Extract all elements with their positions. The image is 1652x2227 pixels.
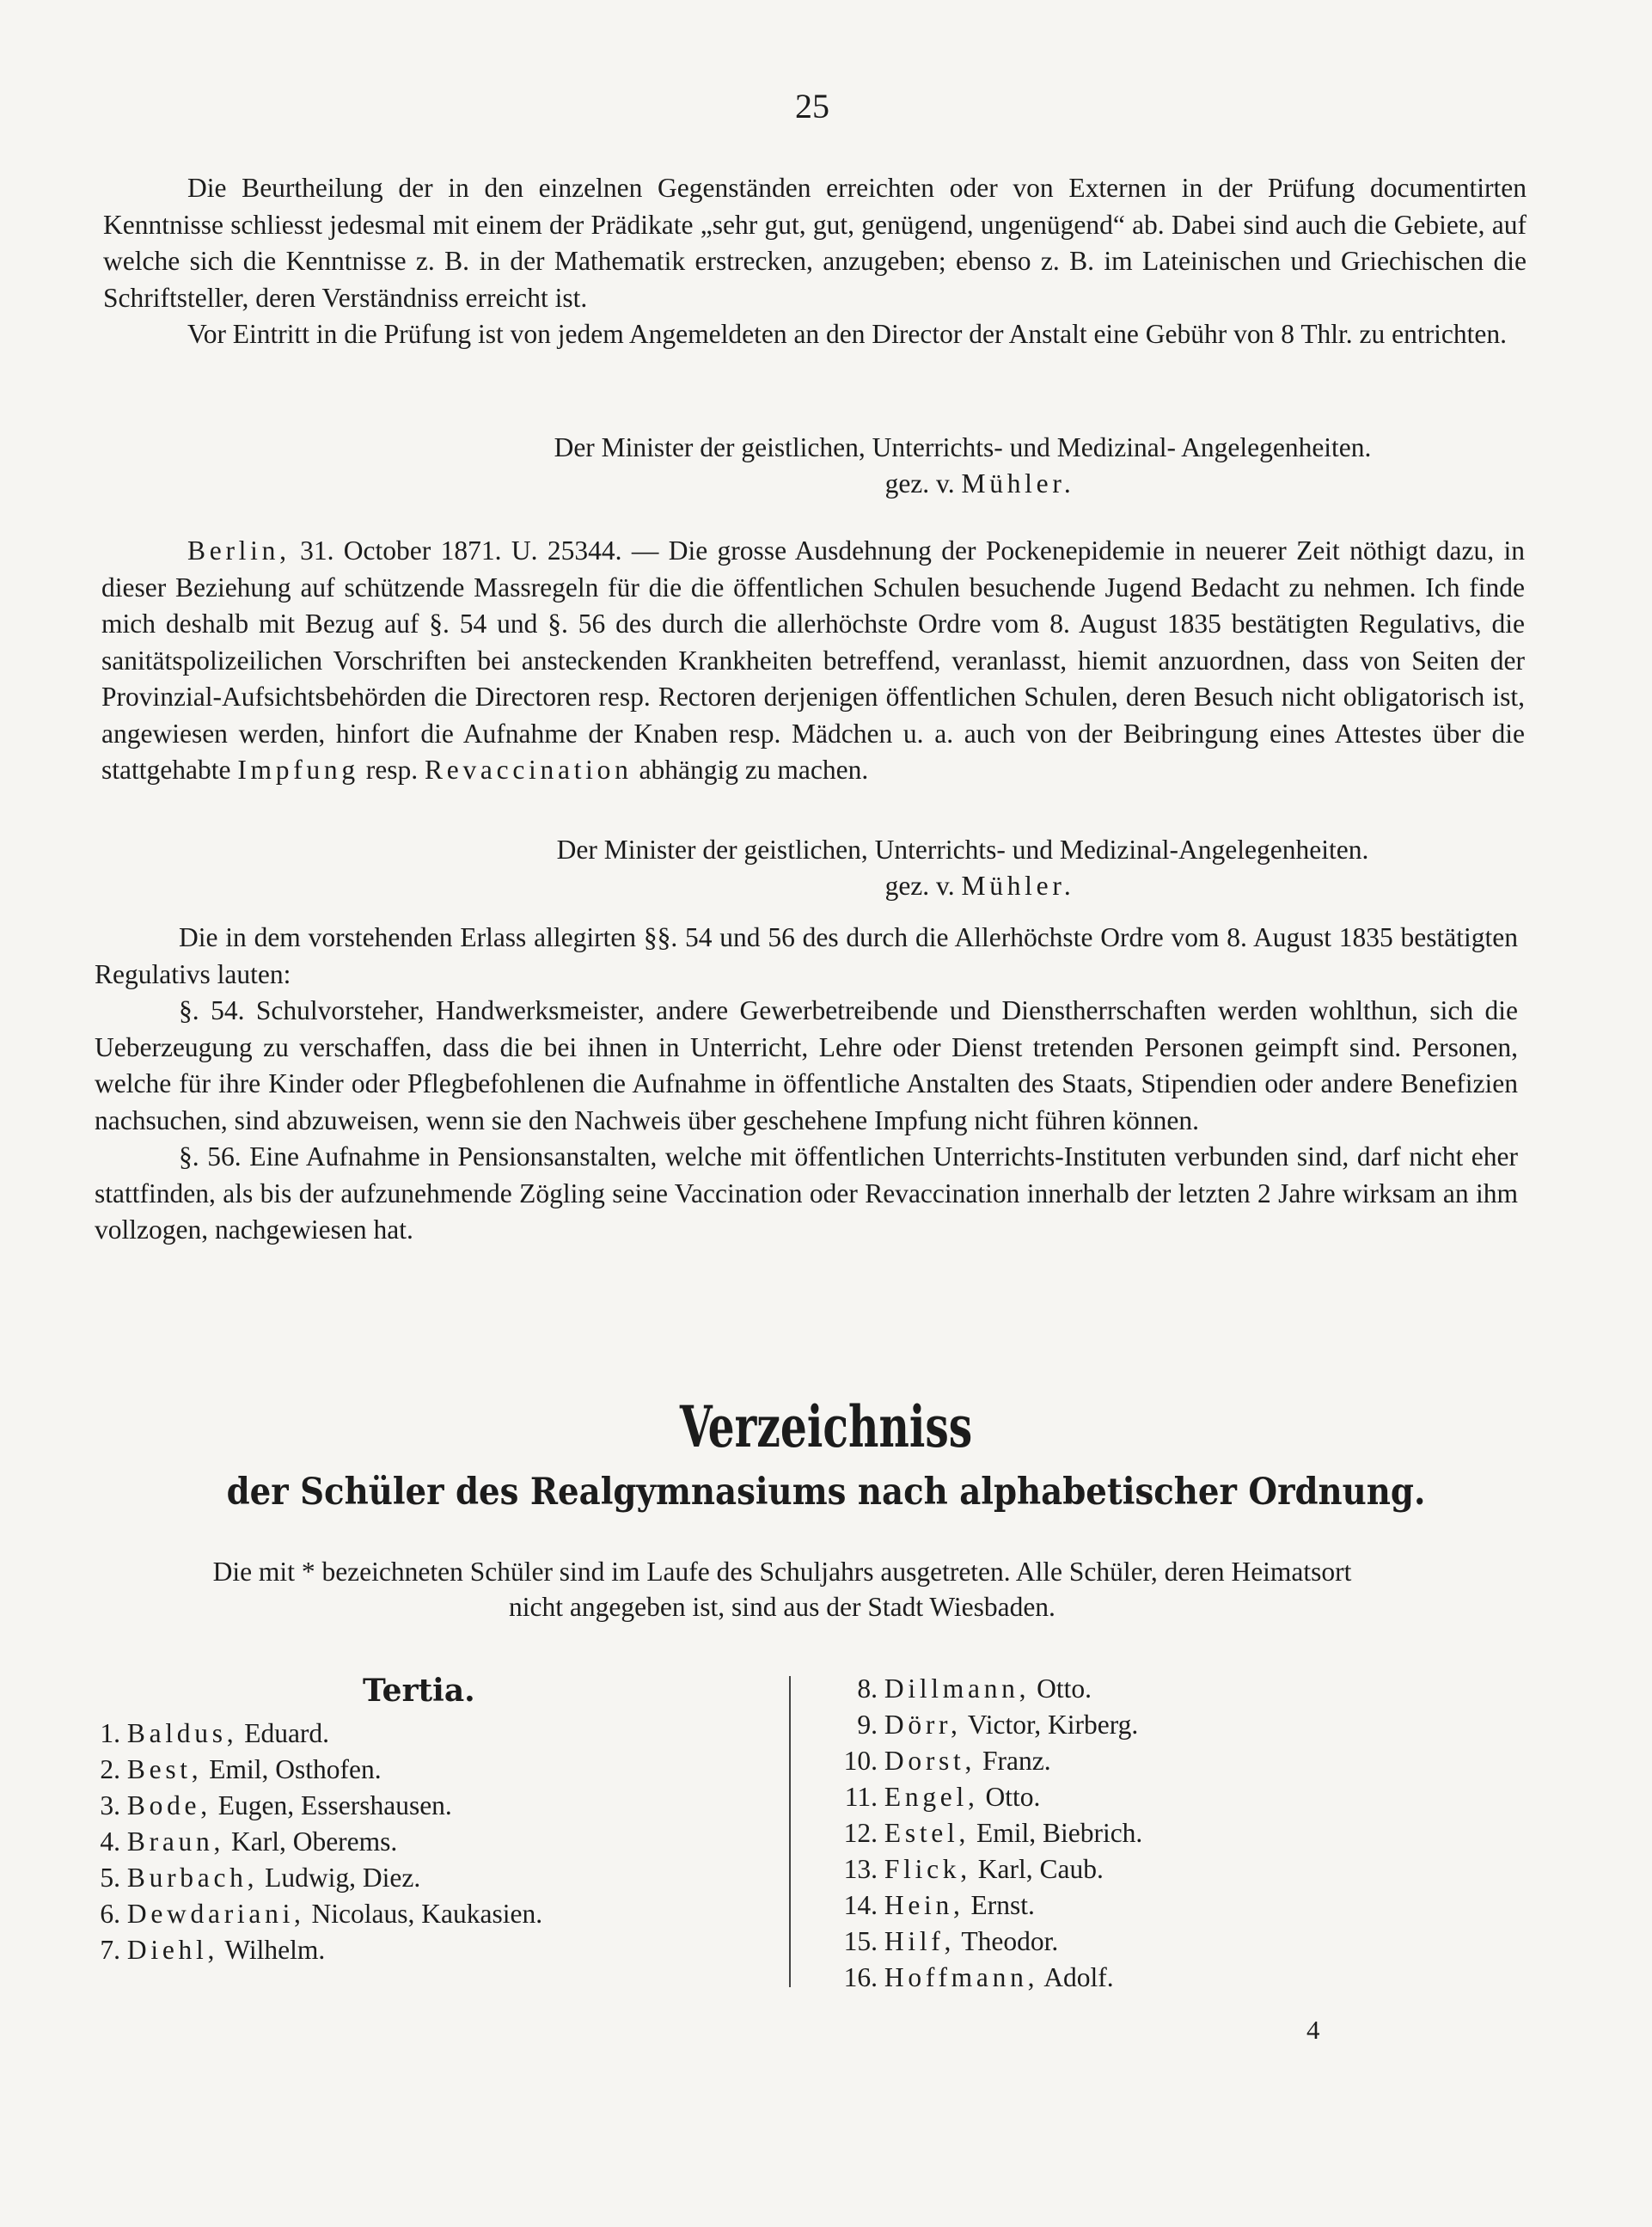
- decree-paragraph: [101, 533, 1525, 789]
- list-item: 1. Baldus, Eduard.: [100, 1718, 330, 1748]
- page-number: 25: [795, 87, 829, 125]
- regulations-section: [95, 920, 1518, 1249]
- list-item: 14. Hein, Ernst.: [843, 1890, 1035, 1920]
- list-item: 12. Estel, Emil, Biebrich.: [843, 1818, 1143, 1848]
- paragraph: Die Beurtheilung der in den einzelnen Gegenständen erreichten oder von Externen in der Prüfung documentirten Kenntnisse schliesst jedesmal mit einem der Prädikate „sehr gut, gut, genügend, ungenügend“ ab. Dabei sind auch die Gebiete, auf welche sich die Kenntnisse z. B. in der Mathematik erstrecken, anzugeben; ebenso z. B. im Lateinischen und Griechischen die Schriftsteller, deren Verständniss erreicht ist.: [103, 173, 1527, 313]
- list-item: 6. Dewdariani, Nicolaus, Kaukasien.: [100, 1899, 543, 1929]
- paragraph: Vor Eintritt in die Prüfung ist von jedem Angemeldeten an den Director der Anstalt eine Gebühr von 8 Thlr. zu entrichten.: [187, 319, 1507, 349]
- term-revaccination: Revaccination: [425, 755, 633, 785]
- section-56: §. 56. Eine Aufnahme in Pensionsanstalten, welche mit öffentlichen Unterrichts-Instituten verbunden sind, darf nicht eher stattfinden, als bis der aufzunehmende Zögling seine Vaccination oder Revaccination innerhalb der letzten 2 Jahre wirksam an ihm vollzogen, nachgewiesen hat.: [95, 1141, 1518, 1245]
- list-item: 10. Dorst, Franz.: [843, 1746, 1051, 1776]
- list-item: 16. Hoffmann, Adolf.: [843, 1962, 1114, 1992]
- listing-subtitle: der Schüler des Realgymnasiums nach alphabetischer Ordnung.: [226, 1471, 1426, 1514]
- term-impfung: Impfung: [237, 755, 359, 785]
- note-line: nicht angegeben ist, sind aus der Stadt Wiesbaden.: [509, 1592, 1055, 1622]
- list-item: 2. Best, Emil, Osthofen.: [100, 1754, 382, 1784]
- list-item: 7. Diehl, Wilhelm.: [100, 1935, 326, 1965]
- list-item: 9. Dörr, Victor, Kirberg.: [857, 1710, 1139, 1740]
- signature-mark: 4: [1306, 2015, 1320, 2045]
- list-item: 15. Hilf, Theodor.: [843, 1926, 1059, 1956]
- exam-rules-section: [103, 170, 1527, 353]
- signature-prefix: gez. v.: [884, 468, 955, 499]
- list-item: 5. Burbach, Ludwig, Diez.: [100, 1863, 421, 1893]
- signature-title: Der Minister der geistlichen, Unterrichts- und Medizinal- Angelegenheiten.: [554, 432, 1372, 462]
- list-item: 11. Engel, Otto.: [844, 1782, 1041, 1812]
- decree-middle: resp.: [365, 755, 419, 785]
- column-divider: [789, 1676, 791, 1987]
- regulations-intro: Die in dem vorstehenden Erlass allegirten §§. 54 und 56 des durch die Allerhöchste Ordre vom 8. August 1835 bestätigten Regulativs lauten:: [95, 922, 1518, 989]
- decree-place: Berlin,: [187, 535, 291, 566]
- signature-name-line: [395, 466, 1564, 502]
- list-item: 4. Braun, Karl, Oberems.: [100, 1826, 398, 1857]
- listing-title: Verzeichniss: [679, 1393, 973, 1460]
- student-list-right: [838, 1671, 1142, 1996]
- signature-name-line: [395, 868, 1564, 904]
- decree-tail: abhängig zu machen.: [639, 755, 869, 785]
- signature-title: Der Minister der geistlichen, Unterrichts- und Medizinal-Angelegenheiten.: [556, 835, 1369, 865]
- listing-note: [82, 1554, 1483, 1624]
- signature-name: Mühler.: [961, 871, 1075, 901]
- list-item: 13. Flick, Karl, Caub.: [843, 1854, 1104, 1884]
- section-54: §. 54. Schulvorsteher, Handwerksmeister, andere Gewerbetreibende und Dienstherrschaften werden wohlthun, sich die Ueberzeugung zu verschaffen, dass die bei ihnen in Unterricht, Lehre oder Dienst tretenden Personen geimpft sind. Personen, welche für ihre Kinder oder Pflegbefohlenen die Aufnahme in öffentliche Anstalten des Staats, Stipendien oder andere Benefizien nachsuchen, sind abzuweisen, wenn sie den Nachweis über geschehene Impfung nicht führen können.: [95, 995, 1518, 1135]
- note-line: Die mit * bezeichneten Schüler sind im Laufe des Schuljahrs ausgetreten. Alle Schüler, deren Heimatsort: [212, 1557, 1352, 1587]
- decree-text: 31. October 1871. U. 25344. — Die grosse Ausdehnung der Pockenepidemie in neuerer Zeit nöthigt dazu, in dieser Beziehung auf schützende Massregeln für die die öffentlichen Schulen besuchende Jugend Bedacht zu nehmen. Ich finde mich deshalb mit Bezug auf §. 54 und §. 56 des durch die allerhöchste Ordre vom 8. August 1835 bestätigten Regulativs, die sanitätspolizeilichen Vorschriften bei ansteckenden Krankheiten betreffend, veranlasst, hiemit anzuordnen, dass von Seiten der Provinzial-Aufsichtsbehörden die Directoren resp. Rectoren derjenigen öffentlichen Schulen, deren Besuch nicht obligatorisch ist, angewiesen werden, hinfort die Aufnahme der Knaben resp. Mädchen u. a. auch von der Beibringung eines Attestes über die stattgehabte: [101, 535, 1525, 785]
- signature-name: Mühler.: [961, 468, 1075, 499]
- list-item: 3. Bode, Eugen, Essershausen.: [100, 1790, 452, 1820]
- list-item: 8. Dillmann, Otto.: [857, 1673, 1092, 1704]
- student-list-left: [95, 1673, 542, 1968]
- decree-signature-block: [361, 832, 1564, 904]
- signature-block: [361, 430, 1564, 502]
- decree-section: [101, 533, 1525, 789]
- signature-prefix: gez. v.: [884, 871, 955, 901]
- class-heading: Tertia.: [363, 1673, 475, 1709]
